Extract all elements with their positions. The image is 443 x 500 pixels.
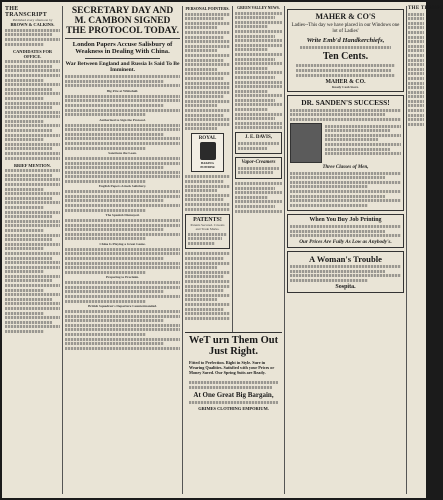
return-them-head: WeT urn Them Out Just Right.	[188, 335, 279, 357]
clothing-ad	[185, 332, 282, 495]
preparing-head: Preparing to Proclaim.	[105, 275, 140, 280]
right-column	[287, 6, 404, 494]
maher-bottom: MAHER & CO.	[325, 79, 366, 85]
china-playing-head: China Is Playing a Great Game.	[99, 242, 146, 247]
fitted-text: Fitted to Perfection. Right in Style. Sure in Wearing Qualities. Satisfied with your Prices or Money Saved. Our Spring Suits are Ready.	[189, 360, 275, 376]
english-papers-head: English Papers Attack Salisbury.	[98, 184, 147, 189]
sanden-head: DR. SANDEN'S SUCCESS!	[301, 98, 390, 108]
handkerchiefs-text: Write Emb'd Handkerchiefs,	[306, 37, 385, 44]
vapor-ad	[235, 157, 282, 179]
three-classes-text: Three Classes of Men,	[322, 164, 369, 170]
publishers-name: BROWN & CALKINS.	[10, 22, 55, 28]
maher-top: MAHER & CO'S	[315, 12, 376, 21]
grimes-head: GRIMES CLOTHING EMPORIUM.	[198, 405, 269, 411]
ten-cents-text: Ten Cents.	[322, 51, 369, 62]
far-right-column	[408, 6, 443, 494]
ready-cash-text: Ready Cash Store.	[332, 85, 359, 89]
column-rule	[62, 6, 63, 494]
big-fire-head: Big Fire at Whitehall.	[106, 89, 139, 93]
job-printing-ad	[287, 214, 404, 247]
maher-ad	[287, 9, 404, 92]
our-prices-text: Our Prices Are Fully As Low as Anybody's.	[299, 238, 392, 245]
brief-mention-heading: BRIEF MENTION.	[14, 162, 51, 168]
baking-powder-text: BAKING POWDER	[200, 161, 215, 170]
patents-head: PATENTS!	[193, 216, 222, 223]
bargain-head: At One Great Big Bargain,	[193, 390, 274, 399]
squadron-head: British Squadron's Departure Countermanded.	[88, 304, 157, 309]
far-right-masthead: THE TRANSC	[408, 6, 443, 11]
portrait-image	[290, 123, 322, 163]
candidates-heading: CANDIDATES FOR OFFICE.	[12, 48, 53, 59]
spanish-dismayed-head: The Spanish Dismayed.	[105, 213, 140, 218]
j-e-davis-name: J. E. DAVIS,	[245, 135, 272, 141]
sanden-ad	[287, 95, 404, 211]
column-rule	[182, 6, 183, 494]
vapor-text: Vapor-Creamers	[241, 160, 276, 166]
masthead: THE TRANSCRIPT	[5, 6, 48, 18]
green-valley-head: GREEN VALLEY NEWS.	[237, 6, 280, 10]
sospita-text: Sospita.	[335, 283, 356, 290]
newspaper-page	[2, 2, 443, 498]
left-column	[5, 6, 60, 494]
baking-powder-can-icon	[200, 142, 216, 160]
column-rule	[284, 6, 285, 494]
patents-ad	[185, 214, 230, 250]
publishers-label: Published every afternoon by	[12, 18, 53, 22]
when-you-buy-text: When You Buy Job Printing	[309, 217, 382, 224]
royal-text: ROYAL	[198, 136, 217, 142]
personal-pointers-head: PERSONAL POINTERS.	[185, 6, 230, 11]
column-rule	[406, 6, 407, 494]
woman-trouble-head: A Woman's Trouble	[309, 253, 382, 264]
patents-sub: Patents Secured. Caveats and Trade Marks.	[190, 222, 225, 231]
sanctions-head: Sanctions the Loan.	[108, 151, 137, 156]
j-e-davis-ad	[235, 132, 282, 154]
ladies-text: Ladies--This day we have placed in our Windows one lot of Ladies'	[291, 23, 400, 34]
london-papers-head: London Papers Accuse Salisbury of Weakness in Dealing With China.	[72, 41, 173, 56]
war-head: War Between England and Russia Is Said To Be Imminent.	[65, 60, 180, 74]
royal-ad	[191, 133, 224, 172]
main-news-column	[65, 6, 180, 494]
headline: SECRETARY DAY AND M. CAMBON SIGNED THE PROTOCOL TODAY.	[65, 6, 180, 36]
authorized-head: Authorized to Sign the Protocol.	[99, 117, 146, 122]
woman-trouble-ad	[287, 251, 404, 293]
